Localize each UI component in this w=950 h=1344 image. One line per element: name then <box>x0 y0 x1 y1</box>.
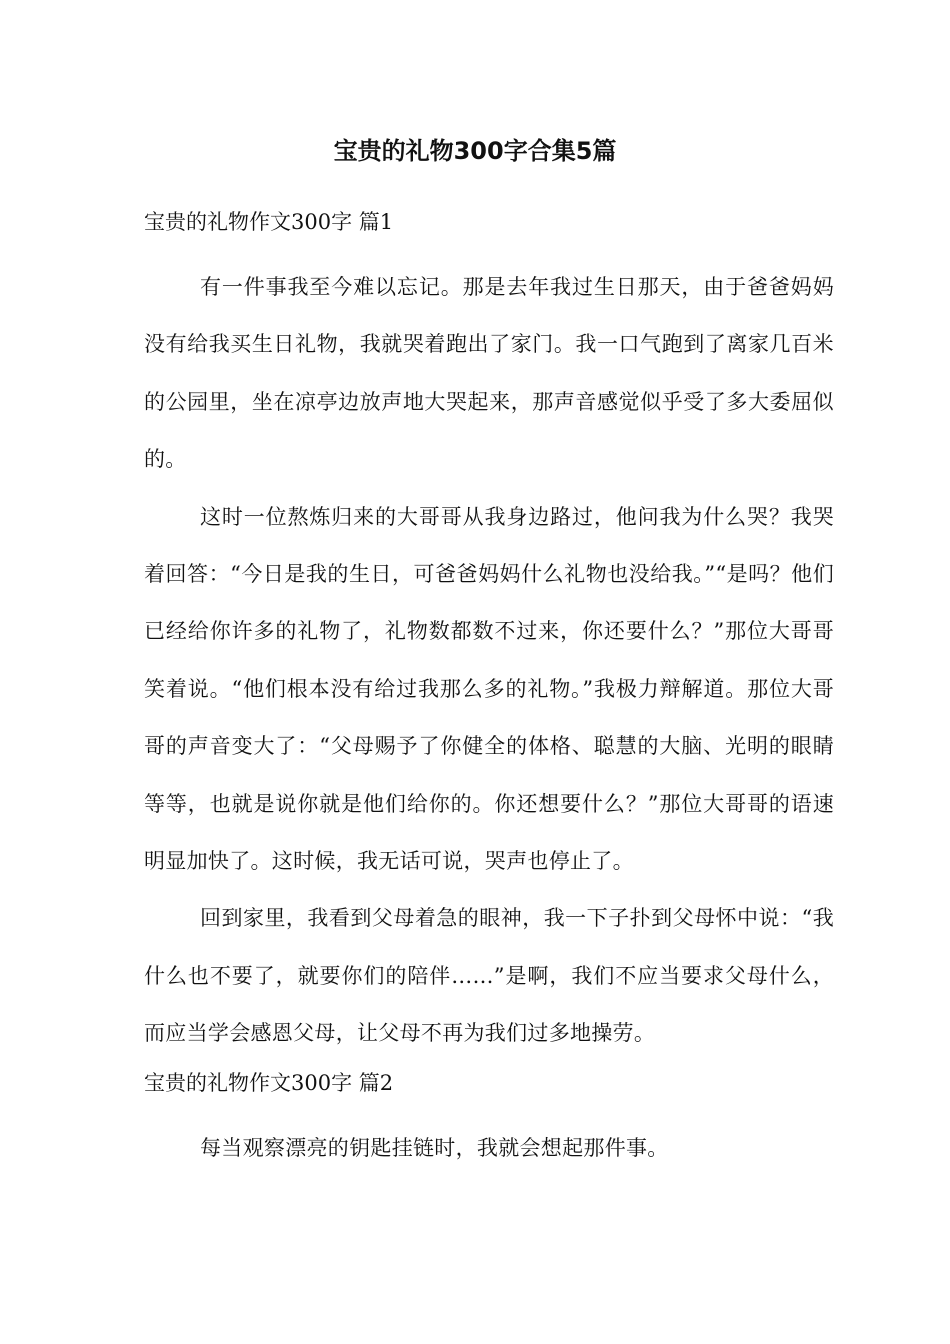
paragraph: 回到家里，我看到父母着急的眼神，我一下子扑到父母怀中说：“我什么也不要了，就要你们的陪伴……”是啊，我们不应当要求父母什么，而应当学会感恩父母，让父母不再为我们过多地操劳。 <box>144 906 834 1046</box>
document-body <box>144 202 834 1177</box>
document-title: 宝贵的礼物300字合集5篇 <box>333 137 617 165</box>
section-heading: 宝贵的礼物作文300字 篇1 <box>144 210 394 234</box>
paragraph: 每当观察漂亮的钥匙挂链时，我就会想起那件事。 <box>200 1135 669 1160</box>
paragraph: 这时一位熬炼归来的大哥哥从我身边路过，他问我为什么哭？我哭着回答：“今日是我的生日，可爸爸妈妈什么礼物也没给我。”“是吗？他们已经给你许多的礼物了，礼物数都数不过来，你还要什么？”那位大哥哥笑着说。“他们根本没有给过我那么多的礼物。”我极力辩解道。那位大哥哥的声音变大了：“父母赐予了你健全的体格、聪慧的大脑、光明的眼睛等等，也就是说你就是他们给你的。你还想要什么？”那位大哥哥的语速明显加快了。这时候，我无话可说，哭声也停止了。 <box>144 504 834 874</box>
section-heading: 宝贵的礼物作文300字 篇2 <box>144 1070 394 1095</box>
paragraph: 有一件事我至今难以忘记。那是去年我过生日那天，由于爸爸妈妈没有给我买生日礼物，我就哭着跑出了家门。我一口气跑到了离家几百米的公园里，坐在凉亭边放声地大哭起来，那声音感觉似乎受了多大委屈似的。 <box>144 275 834 472</box>
